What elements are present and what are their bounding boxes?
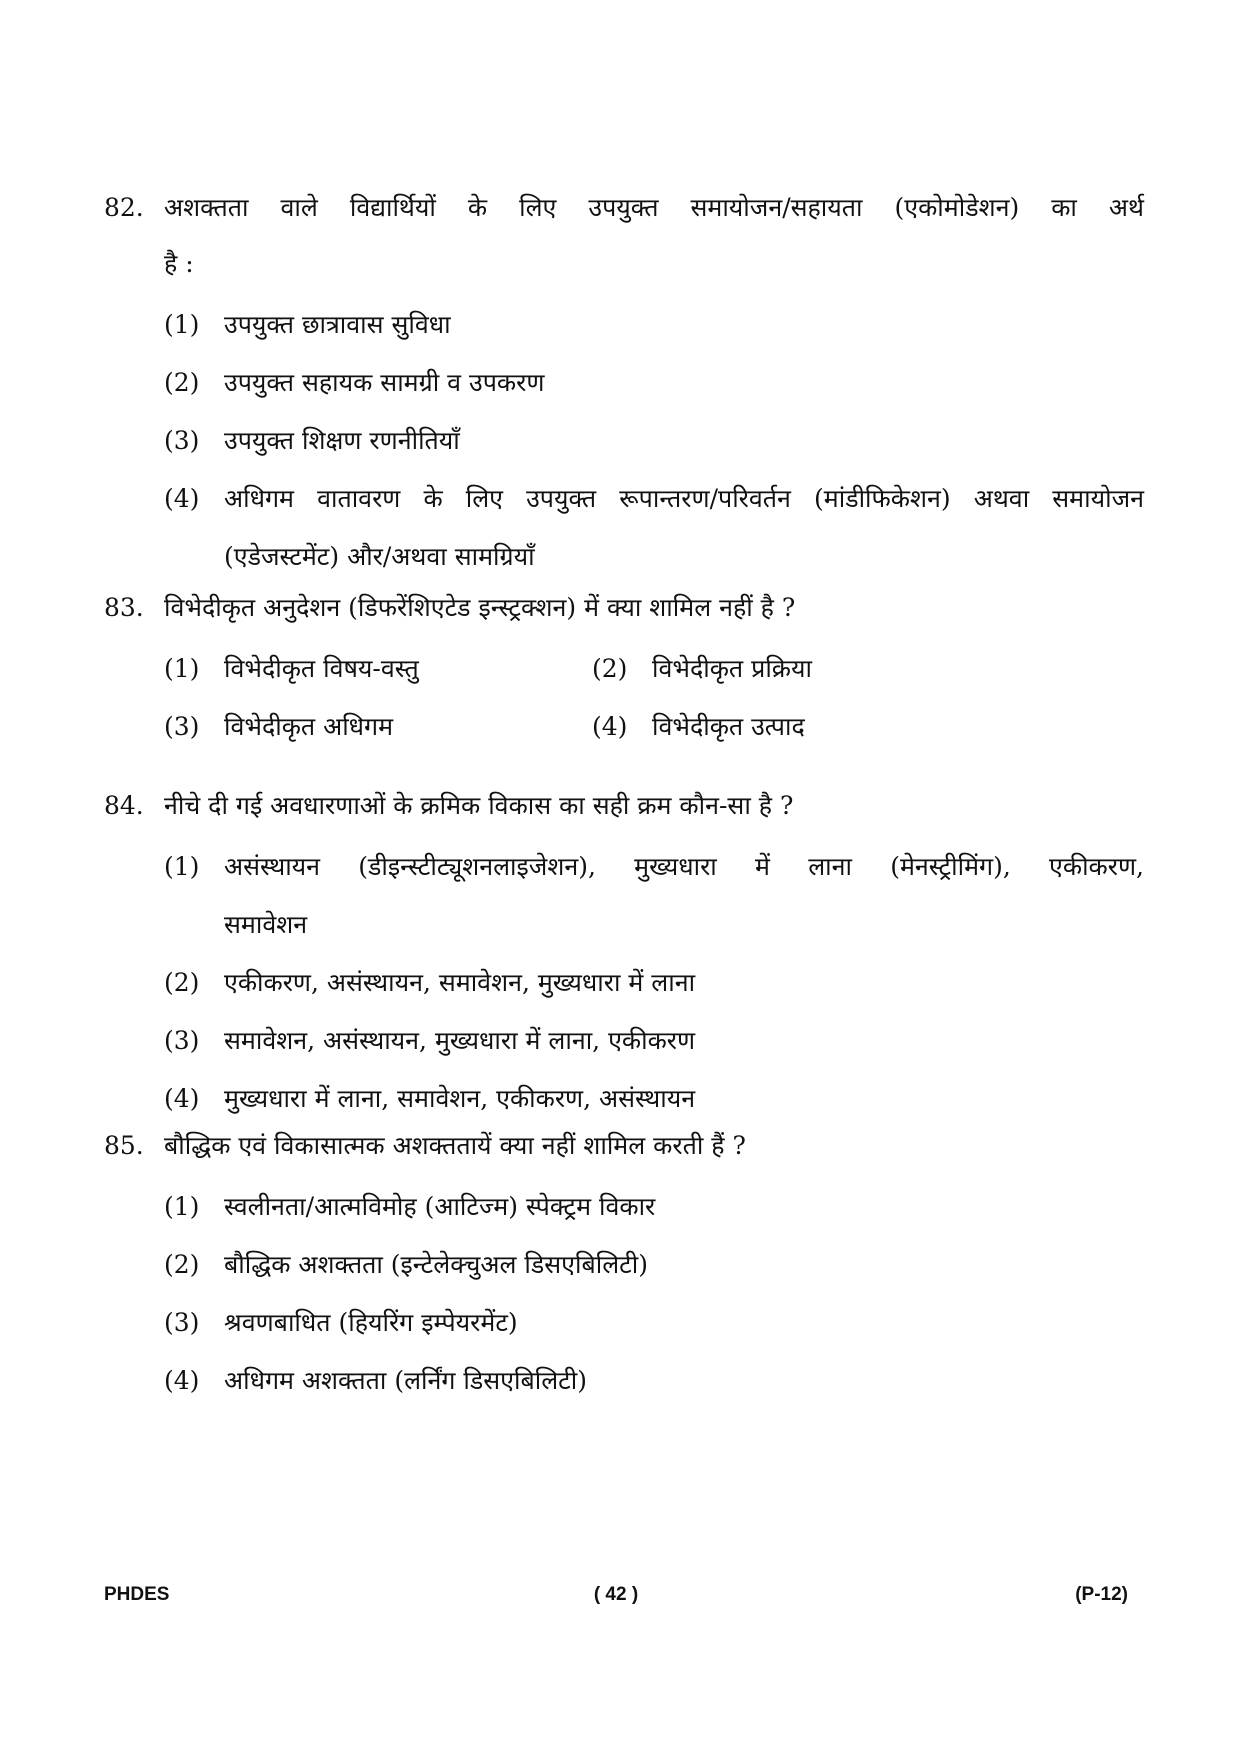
question-number: 83.	[104, 593, 144, 622]
option-number: (1)	[164, 654, 200, 683]
question-text: नीचे दी गई अवधारणाओं के क्रमिक विकास का सही क्रम कौन-सा है ?	[164, 791, 794, 820]
option-number: (2)	[592, 654, 628, 683]
question-text: विभेदीकृत अनुदेशन (डिफरेंशिएटेड इन्स्ट्रक्शन) में क्या शामिल नहीं है ?	[164, 593, 796, 622]
options-list	[104, 1178, 1144, 1410]
option-number: (1)	[164, 852, 200, 881]
option-1	[164, 296, 1144, 354]
option-number: (4)	[592, 712, 628, 741]
option-text: समावेशन, असंस्थायन, मुख्यधारा में लाना, एकीकरण	[224, 1026, 696, 1055]
option-text: अधिगम वातावरण के लिए उपयुक्त रूपान्तरण/परिवर्तन (मांडीफिकेशन) अथवा समायोजन	[224, 484, 1144, 513]
option-number: (4)	[164, 1366, 200, 1395]
page-number: ( 42 )	[593, 1584, 639, 1605]
option-number: (3)	[164, 712, 200, 741]
option-text: विभेदीकृत अधिगम	[224, 712, 394, 741]
question-84	[104, 778, 1144, 1128]
option-number: (4)	[164, 1084, 200, 1113]
option-text: श्रवणबाधित (हियरिंग इम्पेयरमेंट)	[224, 1308, 518, 1337]
option-2	[164, 1236, 1144, 1294]
option-number: (3)	[164, 426, 200, 455]
option-4	[164, 470, 1144, 528]
options-grid	[104, 640, 1144, 756]
option-number: (3)	[164, 1026, 200, 1055]
option-2	[592, 640, 1144, 698]
option-text: उपयुक्त सहायक सामग्री व उपकरण	[224, 368, 545, 397]
option-text: उपयुक्त छात्रावास सुविधा	[224, 310, 451, 339]
option-number: (4)	[164, 484, 200, 513]
options-list	[104, 838, 1144, 1128]
option-3	[164, 698, 592, 756]
option-text: विभेदीकृत प्रक्रिया	[652, 654, 812, 683]
option-text: एकीकरण, असंस्थायन, समावेशन, मुख्यधारा में लाना	[224, 968, 696, 997]
option-text: उपयुक्त शिक्षण रणनीतियाँ	[224, 426, 460, 455]
question-text: बौद्धिक एवं विकासात्मक अशक्ततायें क्या नहीं शामिल करती हैं ?	[164, 1131, 746, 1160]
option-text-continued: समावेशन	[224, 910, 308, 939]
option-text: असंस्थायन (डीइन्स्टीट्यूशनलाइजेशन), मुख्यधारा में लाना (मेनस्ट्रीमिंग), एकीकरण,	[224, 852, 1144, 881]
option-text: विभेदीकृत विषय-वस्तु	[224, 654, 419, 683]
paper-set-code: (P-12)	[1075, 1584, 1128, 1605]
option-3	[164, 412, 1144, 470]
option-2	[164, 354, 1144, 412]
booklet-code: PHDES	[104, 1584, 170, 1605]
option-text-continued: (एडेजस्टमेंट) और/अथवा सामग्रियाँ	[224, 542, 535, 571]
option-number: (2)	[164, 368, 200, 397]
option-4	[164, 1352, 1144, 1410]
option-1	[164, 1178, 1144, 1236]
question-text-continued: है :	[164, 249, 194, 278]
question-85	[104, 1118, 1144, 1410]
question-number: 82.	[104, 193, 144, 222]
option-3	[164, 1012, 1144, 1070]
option-3	[164, 1294, 1144, 1352]
option-number: (1)	[164, 1192, 200, 1221]
option-number: (2)	[164, 1250, 200, 1279]
question-text: अशक्तता वाले विद्यार्थियों के लिए उपयुक्त समायोजन/सहायता (एकोमोडेशन) का अर्थ	[164, 193, 1144, 222]
page-footer	[104, 1584, 1128, 1614]
option-1	[164, 640, 592, 698]
options-list	[104, 296, 1144, 586]
option-4	[592, 698, 1144, 756]
option-text: बौद्धिक अशक्तता (इन्टेलेक्चुअल डिसएबिलिटी)	[224, 1250, 648, 1279]
option-number: (2)	[164, 968, 200, 997]
question-82	[104, 180, 1144, 586]
option-number: (3)	[164, 1308, 200, 1337]
question-number: 85.	[104, 1131, 144, 1160]
question-number: 84.	[104, 791, 144, 820]
option-number: (1)	[164, 310, 200, 339]
question-83	[104, 580, 1144, 756]
option-text: मुख्यधारा में लाना, समावेशन, एकीकरण, असंस्थायन	[224, 1084, 696, 1113]
option-text: स्वलीनता/आत्मविमोह (आटिज्म) स्पेक्ट्रम विकार	[224, 1192, 656, 1221]
option-2	[164, 954, 1144, 1012]
option-text: विभेदीकृत उत्पाद	[652, 712, 805, 741]
option-1	[164, 838, 1144, 896]
option-text: अधिगम अशक्तता (लर्निंग डिसएबिलिटी)	[224, 1366, 587, 1395]
